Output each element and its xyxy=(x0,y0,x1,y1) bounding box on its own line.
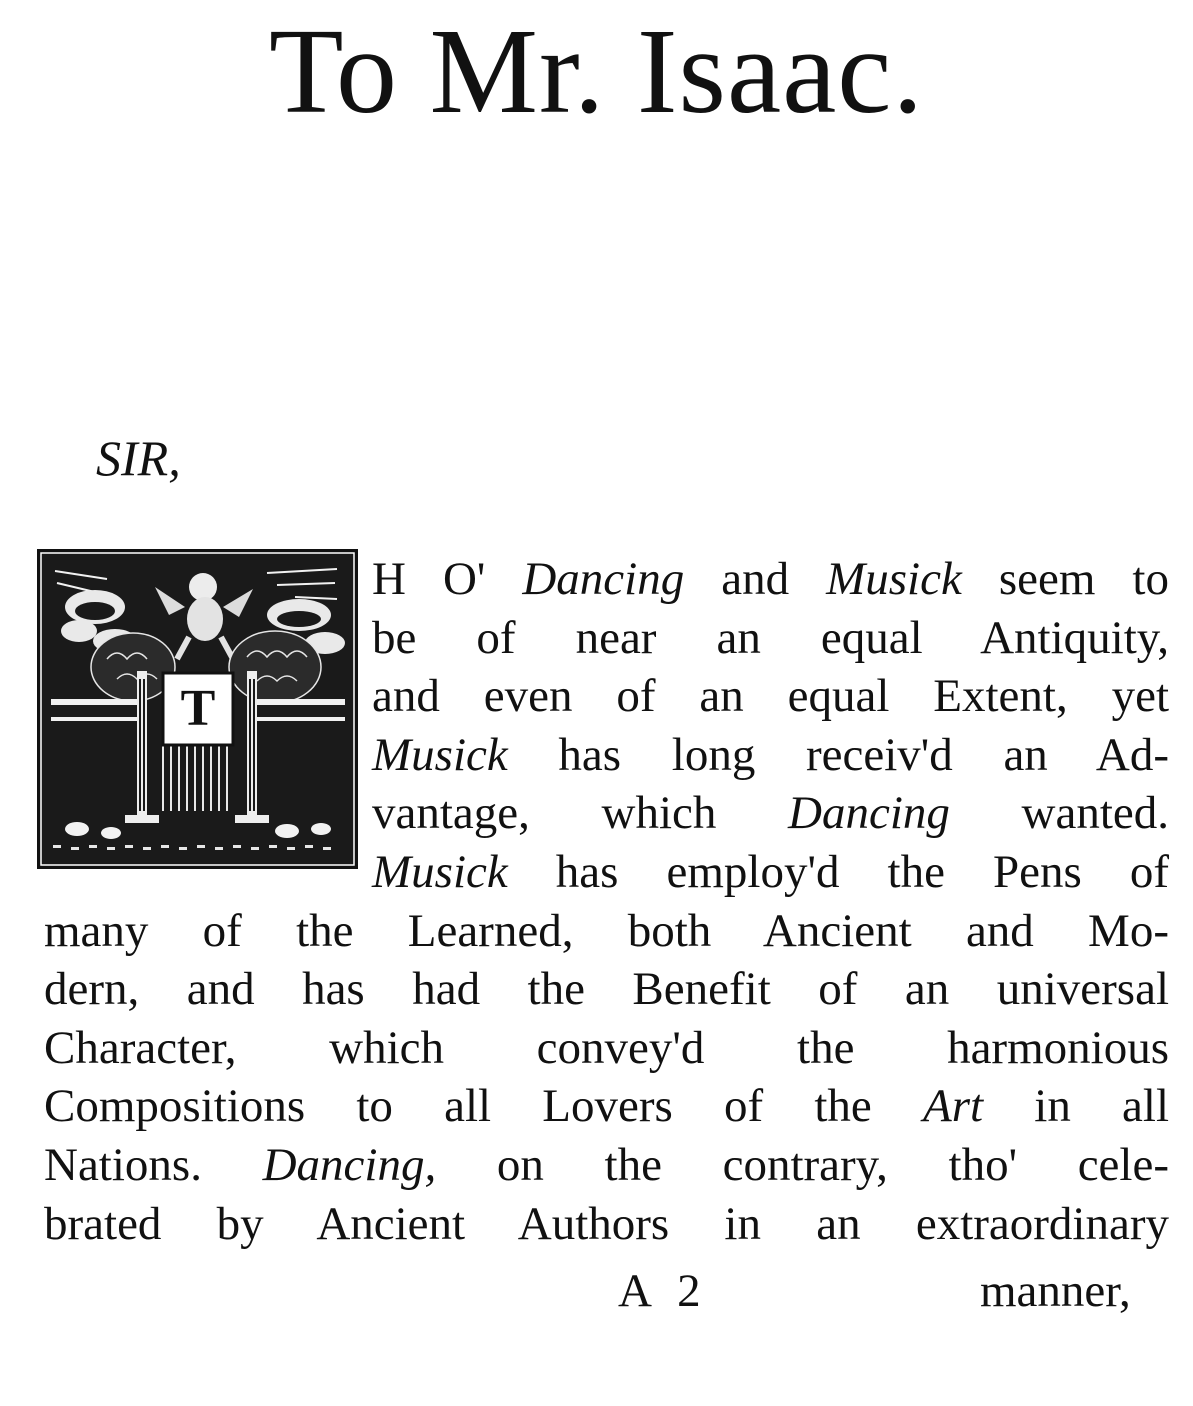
text-run: and xyxy=(684,553,827,605)
text-line xyxy=(44,960,1169,1018)
text-run: be of near an equal Antiquity, xyxy=(372,611,1169,664)
italic-text: Art xyxy=(923,1080,984,1133)
italic-text: Musick xyxy=(826,553,962,605)
text-run: has long receiv'd an Ad- xyxy=(507,728,1169,781)
italic-text: Dancing xyxy=(522,553,685,605)
text-run: in all xyxy=(983,1080,1169,1133)
text-run: brated by Ancient Authors in an extraordinary xyxy=(44,1197,1169,1250)
signature-mark: A 2 xyxy=(618,1265,709,1317)
text-run: dern, and has had the Benefit of an universal xyxy=(44,963,1169,1016)
text-line xyxy=(372,609,1169,667)
salutation: SIR, xyxy=(96,430,181,486)
text-run: H O' xyxy=(372,553,523,605)
text-run: Compositions to all Lovers of the xyxy=(44,1080,923,1133)
text-line xyxy=(44,1195,1169,1253)
text-line xyxy=(372,784,1169,842)
page-title: To Mr. Isaac. xyxy=(269,4,924,139)
text-run: wanted. xyxy=(949,787,1169,840)
text-run: on the contrary, tho' cele- xyxy=(436,1139,1169,1191)
text-line xyxy=(44,1136,1169,1194)
text-run: has employ'd the Pens of xyxy=(507,846,1169,898)
text-run: many of the Learned, both Ancient and Mo- xyxy=(44,904,1169,957)
text-line xyxy=(372,843,1169,901)
italic-text: Musick xyxy=(372,846,508,898)
catchword: manner, xyxy=(980,1265,1131,1317)
woodcut-initial xyxy=(37,549,358,869)
initial-letter: T xyxy=(180,680,216,737)
text-line xyxy=(372,550,1169,608)
text-line xyxy=(44,1019,1169,1077)
text-run: and even of an equal Extent, yet xyxy=(372,670,1169,723)
italic-text: Musick xyxy=(372,728,508,781)
text-run: seem to xyxy=(961,553,1169,605)
italic-text: Dancing, xyxy=(262,1139,437,1191)
text-run: Nations. xyxy=(44,1139,263,1191)
italic-text: Dancing xyxy=(788,787,950,840)
text-run: vantage, which xyxy=(372,787,789,840)
text-run: Character, which convey'd the harmonious xyxy=(44,1021,1169,1074)
text-line xyxy=(372,726,1169,784)
text-line xyxy=(44,902,1169,960)
text-line xyxy=(372,667,1169,725)
text-line xyxy=(44,1077,1169,1135)
